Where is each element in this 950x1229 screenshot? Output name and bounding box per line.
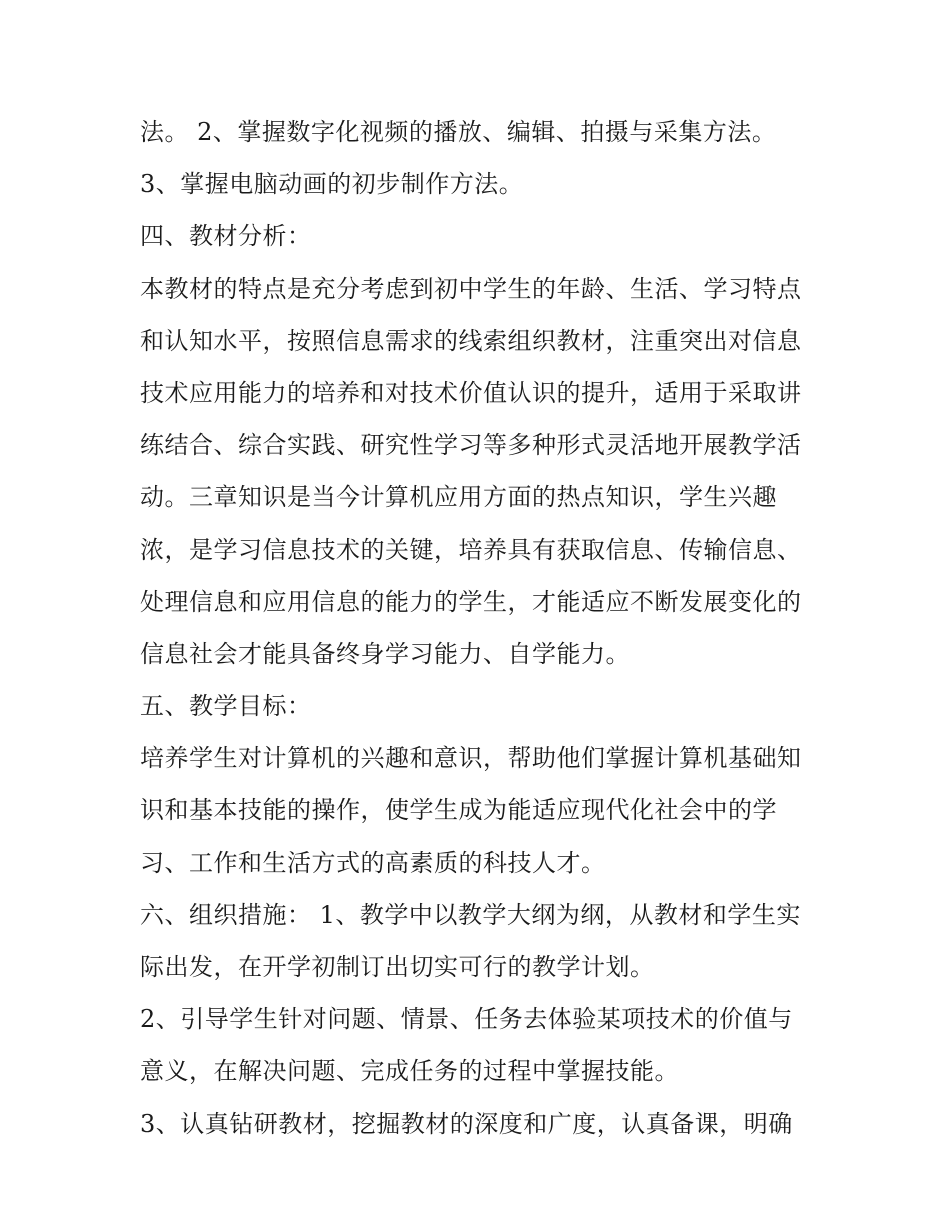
text-line: 3、认真钻研教材，挖掘教材的深度和广度，认真备课，明确 xyxy=(140,1109,793,1138)
text-line: 和认知水平，按照信息需求的线索组织教材，注重突出对信息 xyxy=(140,326,802,355)
text-line: 习、工作和生活方式的高素质的科技人才。 xyxy=(140,848,606,877)
section-heading: 四、教材分析： xyxy=(140,222,312,251)
section-heading: 六、组织措施： 1、教学中以教学大纲为纲，从教材和学生实 xyxy=(140,900,801,929)
text-line: 处理信息和应用信息的能力的学生，才能适应不断发展变化的 xyxy=(140,587,802,616)
text-line: 本教材的特点是充分考虑到初中学生的年龄、生活、学习特点 xyxy=(140,274,802,303)
text-line: 练结合、综合实践、研究性学习等多种形式灵活地开展教学活 xyxy=(140,431,802,460)
text-line: 技术应用能力的培养和对技术价值认识的提升，适用于采取讲 xyxy=(140,378,802,407)
text-line: 意义，在解决问题、完成任务的过程中掌握技能。 xyxy=(140,1057,679,1086)
section-heading: 五、教学目标： xyxy=(140,692,312,721)
text-line: 3、掌握电脑动画的初步制作方法。 xyxy=(140,170,524,199)
document-body xyxy=(140,106,820,1150)
text-line: 信息社会才能具备终身学习能力、自学能力。 xyxy=(140,639,630,668)
text-line: 法。 2、掌握数字化视频的播放、编辑、拍摄与采集方法。 xyxy=(140,118,777,146)
text-line: 际出发，在开学初制订出切实可行的教学计划。 xyxy=(140,953,655,981)
text-line: 培养学生对计算机的兴趣和意识，帮助他们掌握计算机基础知 xyxy=(140,744,802,773)
text-line: 动。三章知识是当今计算机应用方面的热点知识，学生兴趣 xyxy=(140,483,777,512)
text-line: 2、引导学生针对问题、情景、任务去体验某项技术的价值与 xyxy=(140,1005,793,1034)
text-line: 浓，是学习信息技术的关键，培养具有获取信息、传输信息、 xyxy=(140,535,802,564)
text-line: 识和基本技能的操作，使学生成为能适应现代化社会中的学 xyxy=(140,796,777,825)
